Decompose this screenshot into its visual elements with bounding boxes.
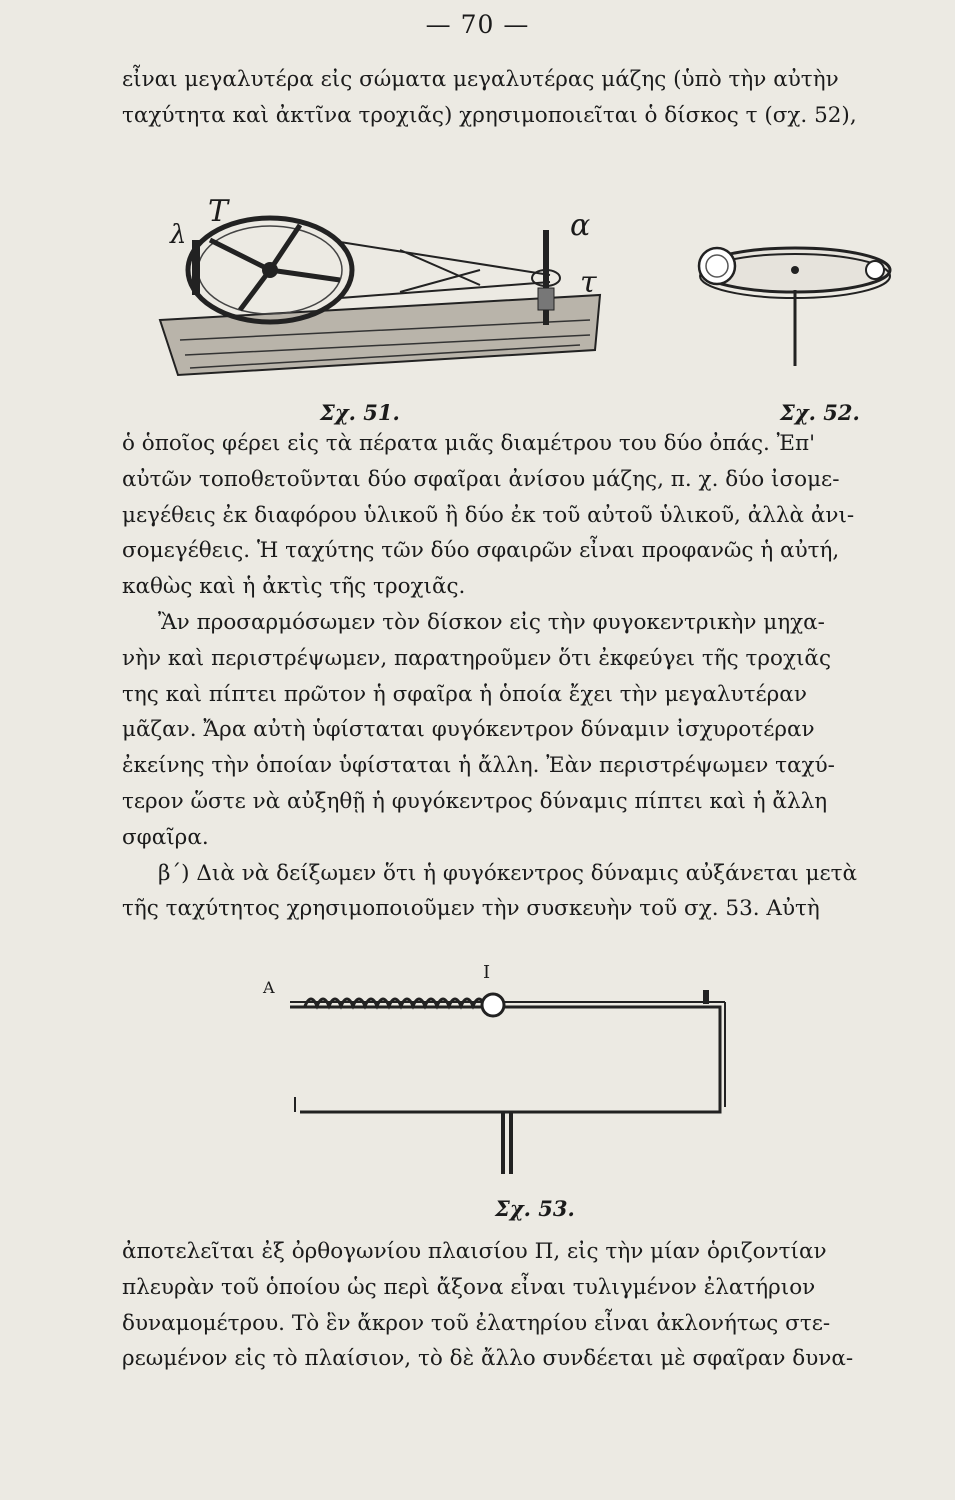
text-line: ταχύτητα καὶ ἀκτῖνα τροχιᾶς) χρησιμοποιεῖται ὁ δίσκος τ (σχ. 52), [122,102,857,128]
text-line: νὴν καὶ περιστρέψωμεν, παρατηροῦμεν ὅτι ἐκφεύγει τῆς τροχιᾶς [122,645,831,671]
text-line: β΄) Διὰ νὰ δείξωμεν ὅτι ἡ φυγόκεντρος δύναμις αὐξάνεται μετὰ [158,860,858,886]
bottom-paragraph [122,1234,904,1377]
text-line: ὁ ὁποῖος φέρει εἰς τὰ πέρατα μιᾶς διαμέτρου του δύο ὀπάς. Ἐπ' [122,431,816,456]
caption-figure-52: Σχ. 52. [780,400,860,425]
figure-53-drawing [265,962,745,1182]
text-line: της καὶ πίπτει πρῶτον ἡ σφαῖρα ἡ ὁποία ἔχει τὴν μεγαλυτέραν [122,681,807,707]
text-line: μᾶζαν. Ἄρα αὐτὴ ὑφίσταται φυγόκεντρον δύναμιν ἰσχυροτέραν [122,717,815,743]
figure-52-drawing [665,228,905,373]
text-line: καθὼς καὶ ἡ ἀκτὶς τῆς τροχιᾶς. [122,574,466,600]
figure-52 [665,228,905,373]
caption-figure-51: Σχ. 51. [320,400,400,425]
text-line: πλευρὰν τοῦ ὁποίου ὡς περὶ ἄξονα εἶναι τυλιγμένον ἐλατήριον [122,1274,816,1300]
label-lambda: λ [170,220,187,250]
text-line: δυναμομέτρου. Τὸ ἓν ἄκρον τοῦ ἐλατηρίου εἶναι ἀκλονήτως στε- [122,1310,831,1336]
text-line: σομεγέθεις. Ἡ ταχύτης τῶν δύο σφαιρῶν εἶναι προφανῶς ἡ αὐτή, [122,538,840,564]
text-line: ἐκείνης τὴν ὁποίαν ὑφίσταται ἡ ἄλλη. Ἐὰν περιστρέψωμεν ταχύ- [122,753,835,779]
page-number: — 70 — [425,10,530,39]
text-line: ρεωμένον εἰς τὸ πλαίσιον, τὸ δὲ ἄλλο συνδέεται μὲ σφαῖραν δυνα- [122,1346,854,1372]
text-line: εἶναι μεγαλυτέρα εἰς σώματα μεγαλυτέρας μάζης (ὑπὸ τὴν αὐτὴν [122,67,839,92]
text-line: τῆς ταχύτητος χρησιμοποιοῦμεν τὴν συσκευὴν τοῦ σχ. 53. Αὐτὴ [122,896,820,922]
text-line: ἀποτελεῖται ἐξ ὀρθογωνίου πλαισίου Π, εἰς τὴν μίαν ὁριζοντίαν [122,1239,827,1264]
middle-paragraph [122,426,904,927]
label-tau: τ [580,265,597,300]
text-line: σφαῖρα. [122,824,209,850]
figure-53 [265,962,745,1182]
text-line: αὐτῶν τοποθετοῦνται δύο σφαῖραι ἀνίσου μάζης, π. χ. δύο ἰσομε- [122,466,840,492]
caption-figure-53: Σχ. 53. [495,1196,575,1221]
figure-51 [150,180,620,390]
text-line: Ἂν προσαρμόσωμεν τὸν δίσκον εἰς τὴν φυγοκεντρικὴν μηχα- [158,609,825,635]
text-line: μεγέθεις ἐκ διαφόρου ὑλικοῦ ἢ δύο ἐκ τοῦ αὐτοῦ ὑλικοῦ, ἀλλὰ ἀνι- [122,502,855,528]
label-T: T [208,194,229,229]
text-line: τερον ὥστε νὰ αὐξηθῇ ἡ φυγόκεντρος δύναμις πίπτει καὶ ἡ ἄλλη [122,788,828,814]
label-A: Α [263,978,275,997]
label-I: I [483,962,491,983]
label-alpha: α [570,208,591,243]
top-paragraph [122,62,904,134]
